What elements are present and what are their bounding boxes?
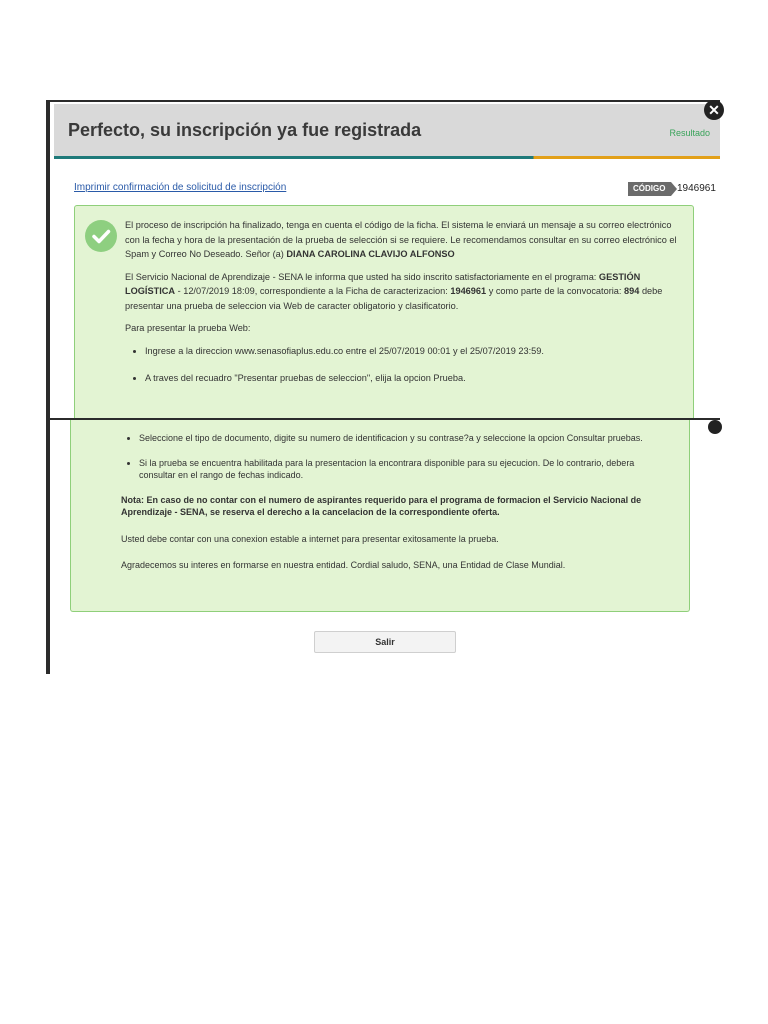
- exit-button[interactable]: Salir: [314, 631, 456, 653]
- message-text: [125, 218, 683, 399]
- paragraph-web-test: Para presentar la prueba Web:: [125, 323, 251, 333]
- modal-screenshot-bottom: [46, 418, 720, 674]
- modal-title: Perfecto, su inscripción ya fue registrada: [68, 120, 422, 140]
- ficha-number: 1946961: [450, 286, 487, 296]
- instructions-list: [125, 344, 683, 386]
- result-link[interactable]: Resultado: [669, 128, 710, 138]
- message-text-continued: [121, 432, 663, 586]
- success-message-box-continued: [70, 418, 690, 612]
- instructions-list-continued: [121, 432, 663, 482]
- program-name: GESTIÓN LOGÍSTICA: [125, 271, 641, 296]
- internet-text: Usted debe contar con una conexion estable a internet para presentar exitosamente la prueba.: [121, 533, 499, 544]
- code-badge: CÓDIGO: [628, 182, 671, 196]
- header-accent-line: [54, 156, 720, 159]
- convocatoria-number: 894: [624, 286, 640, 296]
- modal-header: [54, 104, 720, 156]
- print-confirmation-link[interactable]: Imprimir confirmación de solicitud de inscripción: [74, 182, 287, 193]
- paragraph-process: El proceso de inscripción ha finalizado, tenga en cuenta el código de la ficha. El sistema le enviará un mensaje a su correo electrónico con la fecha y hora de la presentación de la prueba de selección si se requiere. Le recomendamos consultar en su correo electrónico el Spam y Correo No Deseado. Señor (a) DIANA CAROLINA CLAVIJO ALFONSO: [125, 220, 677, 259]
- applicant-name: DIANA CAROLINA CLAVIJO ALFONSO: [286, 249, 455, 259]
- thanks-text: Agradecemos su interes en formarse en nuestra entidad. Cordial saludo, SENA, una Entidad de Clase Mundial.: [121, 560, 566, 570]
- list-item: • Si la prueba se encuentra habilitada para la presentacion la encontrara disponible para su ejecucion. De lo contrario, debera consultar en el rango de fechas indicado.: [139, 457, 663, 482]
- close-icon-partial[interactable]: [708, 420, 722, 434]
- list-item: • Seleccione el tipo de documento, digite su numero de identificacion y su contrase?a y seleccione la opcion Consultar pruebas.: [139, 432, 663, 445]
- list-item: • A traves del recuadro "Presentar pruebas de seleccion", elija la opcion Prueba.: [145, 371, 683, 386]
- code-value: 1946961: [677, 183, 716, 194]
- list-item: • Ingrese a la direccion www.senasofiaplus.edu.co entre el 25/07/2019 00:01 y el 25/07/2019 23:59.: [145, 344, 683, 359]
- modal-screenshot-top: [46, 100, 720, 418]
- close-icon[interactable]: ✕: [704, 100, 724, 120]
- note-text: Nota: En caso de no contar con el numero de aspirantes requerido para el programa de formacion el Servicio Nacional de Aprendizaje - SENA, se reserva el derecho a la cancelacion de la correspondiente oferta.: [121, 494, 642, 517]
- success-message-box: [74, 205, 694, 418]
- paragraph-program: El Servicio Nacional de Aprendizaje - SENA le informa que usted ha sido inscrito satisfactoriamente en el programa: GESTIÓN LOGÍSTICA - 12/07/2019 18:09, correspondiente a la Ficha de caracterizacion: 1946961 y como parte de la convocatoria: 894 debe presentar una prueba de seleccion via Web de caracter obligatorio y clasificatorio.: [125, 271, 663, 311]
- check-icon: [85, 220, 117, 252]
